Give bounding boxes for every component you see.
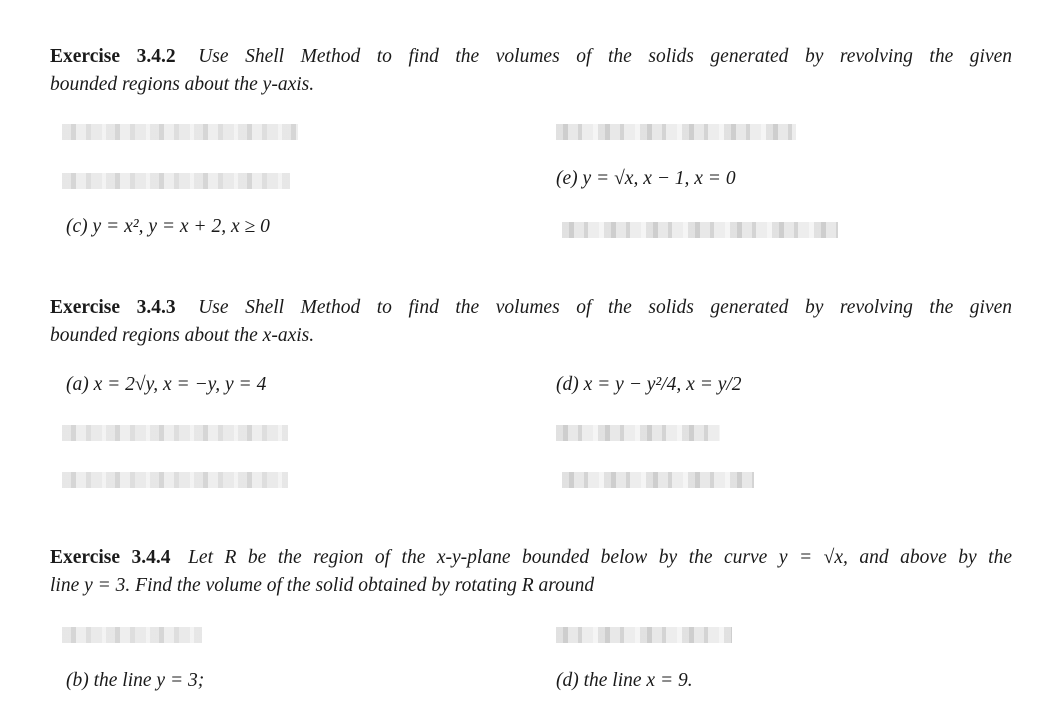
exercise-text: line y = 3. Find the volume of the solid obtained by rotating R around xyxy=(50,575,595,596)
exercise-statement-line xyxy=(50,294,1012,322)
exercise-item-c: (c) y = x², y = x + 2, x ≥ 0 xyxy=(66,216,270,237)
redacted-item xyxy=(62,173,290,189)
exercise-heading: Exercise 3.4.2 xyxy=(50,46,176,67)
exercise-3-4-3-statement xyxy=(50,294,1012,350)
redacted-item xyxy=(556,627,732,643)
redacted-item xyxy=(62,124,298,140)
exercise-3-4-2-statement xyxy=(50,43,1012,99)
redacted-item xyxy=(62,472,288,488)
exercise-text: Use Shell Method to find the volumes of the solids generated by revolving the given xyxy=(198,46,1013,67)
exercise-text: Use Shell Method to find the volumes of the solids generated by revolving the given xyxy=(198,297,1013,318)
redacted-item xyxy=(62,425,288,441)
exercise-heading: Exercise 3.4.3 xyxy=(50,297,176,318)
exercise-text: bounded regions about the y-axis. xyxy=(50,74,315,95)
exercise-statement-line xyxy=(50,43,1012,71)
redacted-item xyxy=(62,627,202,643)
exercise-text: bounded regions about the x-axis. xyxy=(50,325,315,346)
redacted-item xyxy=(556,124,796,140)
redacted-item xyxy=(562,222,838,238)
exercise-item-d-line: (d) the line x = 9. xyxy=(556,670,693,691)
exercise-heading: Exercise 3.4.4 xyxy=(50,547,171,568)
redacted-item xyxy=(556,425,720,441)
exercise-item-e: (e) y = √x, x − 1, x = 0 xyxy=(556,168,736,189)
exercise-statement-line xyxy=(50,544,1012,572)
exercise-3-4-4-statement xyxy=(50,544,1012,600)
exercise-item-b: (b) the line y = 3; xyxy=(66,670,205,691)
exercise-item-d: (d) x = y − y²/4, x = y/2 xyxy=(556,374,742,395)
exercise-text: Let R be the region of the x-y-plane bounded below by the curve y = √x, and above by the xyxy=(188,547,1012,568)
exercise-item-a: (a) x = 2√y, x = −y, y = 4 xyxy=(66,374,267,395)
redacted-item xyxy=(562,472,754,488)
